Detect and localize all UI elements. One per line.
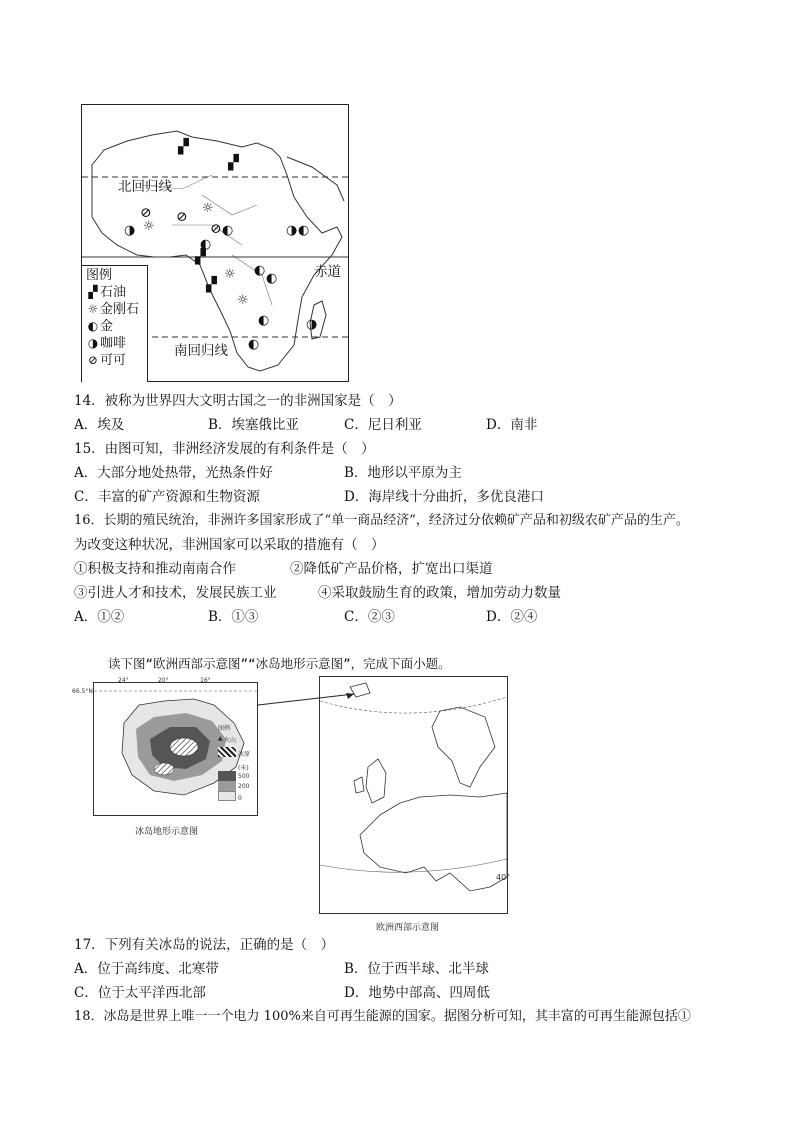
question-15-option-d[interactable]: D．海岸线十分曲折，多优良港口 bbox=[344, 489, 544, 505]
europe-lat-label: 40° bbox=[496, 873, 511, 882]
europe-outline bbox=[320, 677, 507, 913]
question-15-stem: 15．由图可知，非洲经济发展的有利条件是（ ） bbox=[74, 441, 375, 457]
iceland-legend-glacier: 冰原 bbox=[238, 751, 251, 758]
question-16-option-a[interactable]: A．①② bbox=[74, 609, 125, 625]
iceland-legend-unit: (米) bbox=[238, 765, 249, 772]
question-16-option-d[interactable]: D．②④ bbox=[486, 609, 538, 625]
equator-label: 赤道 bbox=[314, 264, 341, 280]
question-17-stem: 17．下列有关冰岛的说法，正确的是（ ） bbox=[74, 937, 335, 953]
tropic-of-capricorn-label: 南回归线 bbox=[174, 343, 228, 359]
legend-item-coffee: ◑ 咖啡 bbox=[87, 336, 127, 351]
iceland-lon-label-2: 20° bbox=[158, 677, 169, 684]
coffee-icon: ◑ bbox=[124, 223, 136, 238]
question-14-option-c[interactable]: C．尼日利亚 bbox=[344, 417, 422, 433]
question-15-option-b[interactable]: B．地形以平原为主 bbox=[344, 465, 462, 481]
cocoa-icon: ⊘ bbox=[210, 221, 222, 237]
gold-icon: ◐ bbox=[200, 237, 212, 252]
map-legend bbox=[82, 265, 148, 382]
question-16-item-4: ④采取鼓励生育的政策，增加劳动力数量 bbox=[318, 585, 561, 601]
iceland-legend-volcano: 火山 bbox=[224, 737, 237, 744]
oil-icon: ▞ bbox=[228, 155, 239, 171]
question-16-item-2: ②降低矿产品价格，扩宽出口渠道 bbox=[290, 561, 493, 577]
question-18-stem: 18．冰岛是世界上唯一一个电力 100%来自可再生能源的国家。据图分析可知，其丰富的可再生能源包括① bbox=[74, 1009, 691, 1024]
question-15-option-c[interactable]: C．丰富的矿产资源和生物资源 bbox=[74, 489, 260, 505]
cocoa-icon: ⊘ bbox=[87, 353, 99, 367]
elevation-swatch-mid bbox=[218, 781, 236, 791]
western-europe-map bbox=[319, 676, 511, 914]
iceland-lon-label-3: 16° bbox=[200, 677, 211, 684]
oil-icon: ▞ bbox=[195, 249, 206, 265]
oil-icon: ▞ bbox=[178, 139, 189, 155]
elevation-label-200: 200 bbox=[238, 783, 250, 790]
iceland-lat-label: 66.5°N bbox=[72, 688, 93, 695]
gold-icon: ◐ bbox=[258, 313, 270, 328]
diamond-icon: ☼ bbox=[143, 219, 155, 234]
coffee-icon: ◑ bbox=[286, 223, 298, 238]
gold-icon: ◐ bbox=[254, 263, 266, 278]
gold-icon: ◐ bbox=[266, 271, 278, 286]
question-14-option-d[interactable]: D．南非 bbox=[486, 417, 538, 433]
question-17-option-a[interactable]: A．位于高纬度、北寒带 bbox=[74, 961, 219, 977]
tropic-of-cancer-label: 北回归线 bbox=[118, 179, 172, 195]
elevation-label-0: 0 bbox=[238, 795, 242, 802]
cocoa-icon: ⊘ bbox=[140, 205, 152, 221]
diamond-icon: ☼ bbox=[87, 302, 99, 316]
map-intro-text: 读下图“欧洲西部示意图”“冰岛地形示意图”，完成下面小题。 bbox=[108, 656, 451, 671]
question-16-item-1: ①积极支持和推动南南合作 bbox=[74, 561, 236, 577]
question-14-option-a[interactable]: A．埃及 bbox=[74, 417, 125, 433]
question-14-option-b[interactable]: B．埃塞俄比亚 bbox=[208, 417, 299, 433]
question-16-option-b[interactable]: B．①③ bbox=[208, 609, 259, 625]
diamond-icon: ☼ bbox=[202, 201, 214, 216]
gold-icon: ◐ bbox=[222, 223, 234, 238]
coffee-icon: ◑ bbox=[87, 336, 99, 350]
elevation-swatch-low bbox=[218, 791, 236, 801]
question-16-option-c[interactable]: C．②③ bbox=[344, 609, 395, 625]
question-16-stem: 16．长期的殖民统治，非洲许多国家形成了“单一商品经济”，经济过分依赖矿产品和初级农矿产品的生产。 bbox=[74, 513, 689, 528]
legend-item-oil: ▞ 石油 bbox=[86, 284, 147, 301]
question-15-option-a[interactable]: A．大部分地处热带，光热条件好 bbox=[74, 465, 273, 481]
question-17-option-d[interactable]: D．地势中部高、四周低 bbox=[344, 985, 490, 1001]
legend-item-diamond: ☼ 金刚石 bbox=[87, 302, 140, 317]
elevation-label-500: 500 bbox=[238, 773, 250, 780]
iceland-legend-title: 图例 bbox=[218, 725, 231, 732]
gold-icon: ◐ bbox=[298, 223, 310, 238]
question-16-stem-cont: 为改变这种状况，非洲国家可以采取的措施有（ ） bbox=[74, 537, 385, 553]
legend-item-gold: ◐ 金 bbox=[87, 319, 114, 334]
legend-item-cocoa: ⊘ 可可 bbox=[87, 353, 127, 368]
question-16-item-3: ③引进人才和技术，发展民族工业 bbox=[74, 585, 277, 601]
gold-icon: ◐ bbox=[248, 337, 260, 352]
africa-resource-map bbox=[81, 104, 349, 382]
cocoa-icon: ⊘ bbox=[176, 209, 188, 225]
diamond-icon: ☼ bbox=[237, 293, 249, 308]
coffee-icon: ◑ bbox=[306, 317, 318, 332]
question-17-option-c[interactable]: C．位于太平洋西北部 bbox=[74, 985, 206, 1001]
europe-map-caption: 欧洲西部示意图 bbox=[376, 923, 440, 933]
oil-icon: ▞ bbox=[206, 277, 217, 293]
iceland-terrain-map bbox=[93, 682, 258, 816]
legend-title: 图例 bbox=[86, 268, 113, 283]
diamond-icon: ☼ bbox=[224, 267, 236, 282]
gold-icon: ◐ bbox=[87, 319, 99, 333]
iceland-lon-label-1: 24° bbox=[118, 677, 129, 684]
glacier-legend-swatch bbox=[218, 747, 236, 757]
question-14-stem: 14．被称为世界四大文明古国之一的非洲国家是（ ） bbox=[74, 393, 402, 409]
oil-icon: ▞ bbox=[88, 285, 98, 299]
question-17-option-b[interactable]: B．位于西半球、北半球 bbox=[344, 961, 489, 977]
elevation-swatch-high bbox=[218, 771, 236, 781]
volcano-icon: ▲ bbox=[218, 735, 223, 742]
iceland-map-caption: 冰岛地形示意图 bbox=[135, 827, 199, 837]
